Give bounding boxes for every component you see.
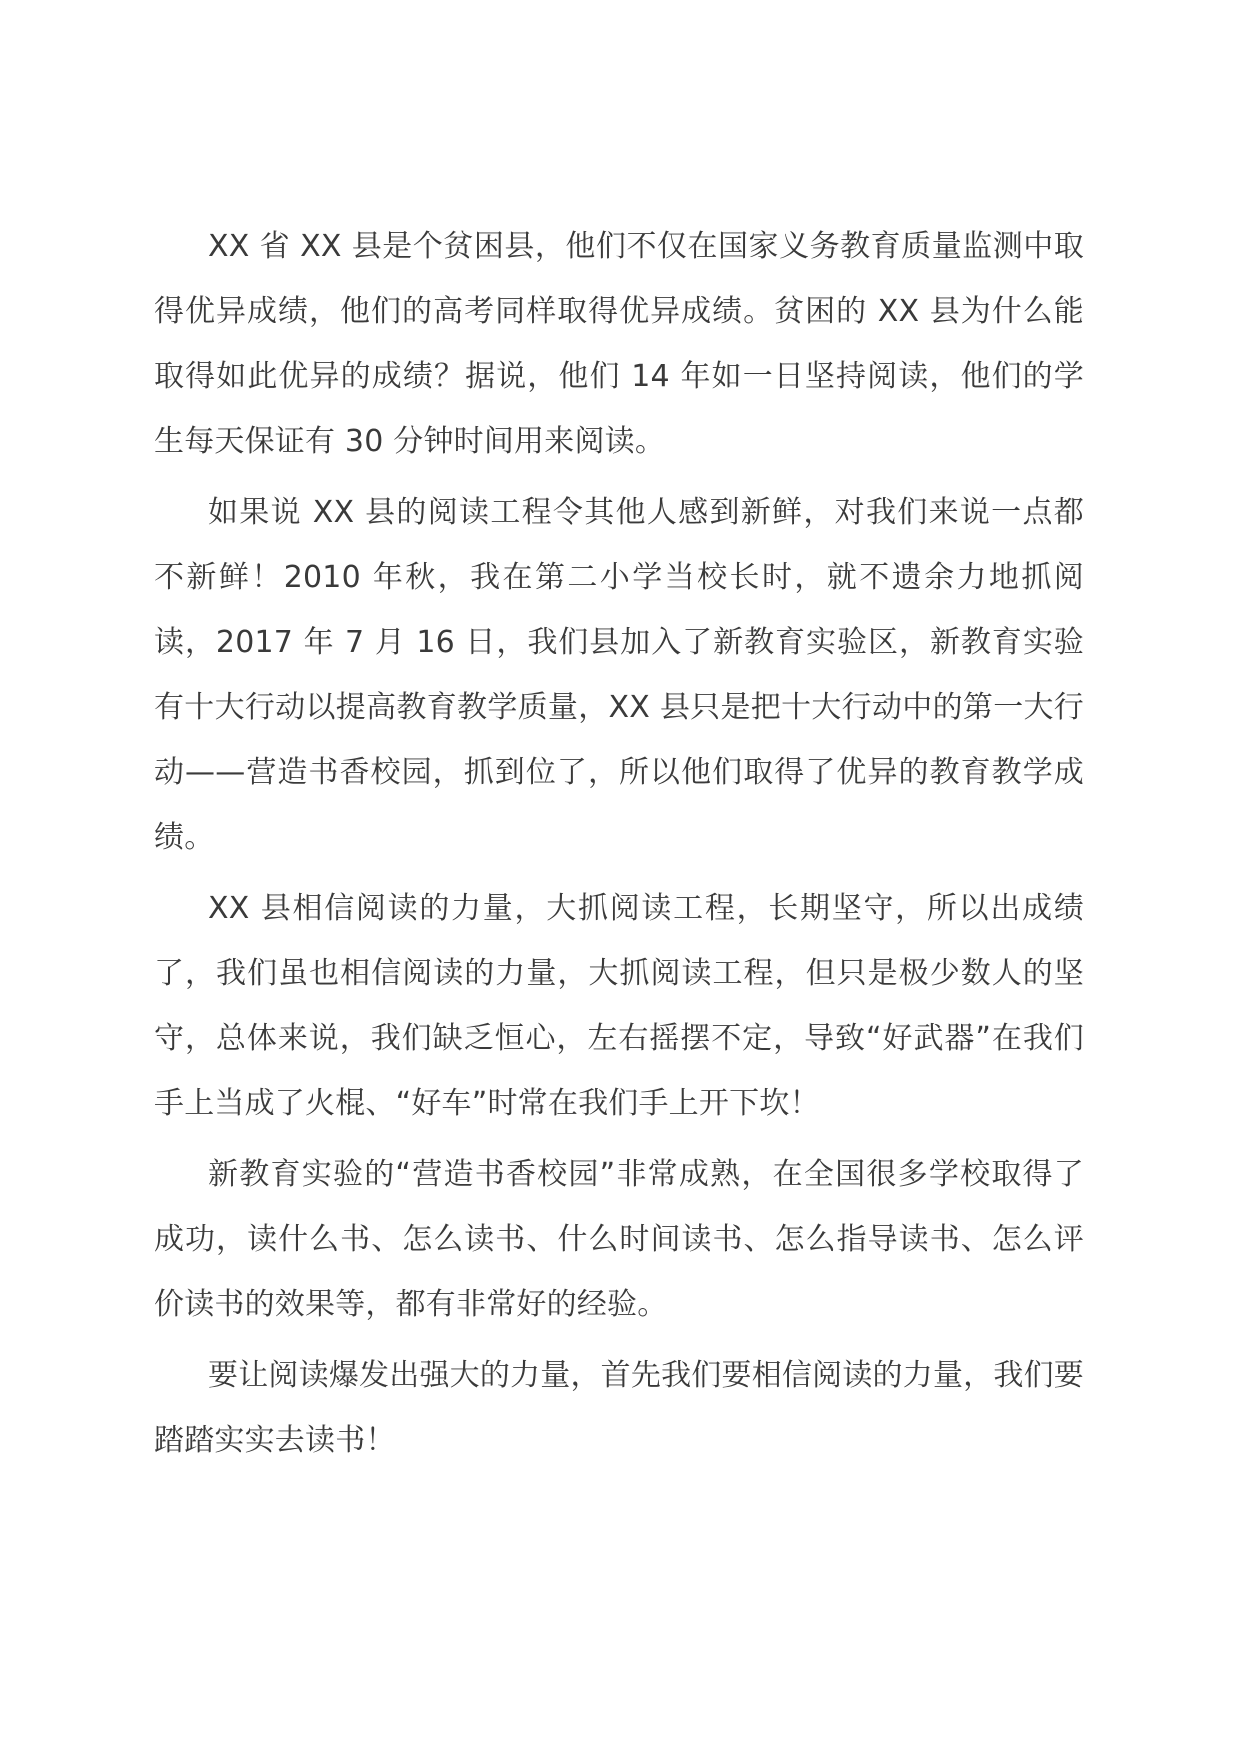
paragraph: 新教育实验的“营造书香校园”非常成熟，在全国很多学校取得了成功，读什么书、怎么读书、什么时间读书、怎么指导读书、怎么评价读书的效果等，都有非常好的经验。 bbox=[154, 1157, 1084, 1322]
paragraph: 如果说 XX 县的阅读工程令其他人感到新鲜，对我们来说一点都不新鲜！2010 年秋，我在第二小学当校长时，就不遗余力地抓阅读，2017 年 7 月 16 日，我们县加入了新教育实验区，新教育实验有十大行动以提高教育教学质量，XX 县只是把十大行动中的第一大行动——营造书香校园，抓到位了，所以他们取得了优异的教育教学成绩。 bbox=[154, 495, 1084, 855]
paragraph: 要让阅读爆发出强大的力量，首先我们要相信阅读的力量，我们要踏踏实实去读书！ bbox=[154, 1358, 1084, 1458]
paragraph: XX 县相信阅读的力量，大抓阅读工程，长期坚守，所以出成绩了，我们虽也相信阅读的力量，大抓阅读工程，但只是极少数人的坚守，总体来说，我们缺乏恒心，左右摇摆不定，导致“好武器”在我们手上当成了火棍、“好车”时常在我们手上开下坎！ bbox=[154, 891, 1084, 1121]
document-body bbox=[154, 214, 1084, 1479]
paragraph: XX 省 XX 县是个贫困县，他们不仅在国家义务教育质量监测中取得优异成绩，他们的高考同样取得优异成绩。贫困的 XX 县为什么能取得如此优异的成绩？据说，他们 14 年如一日坚持阅读，他们的学生每天保证有 30 分钟时间用来阅读。 bbox=[154, 229, 1084, 459]
